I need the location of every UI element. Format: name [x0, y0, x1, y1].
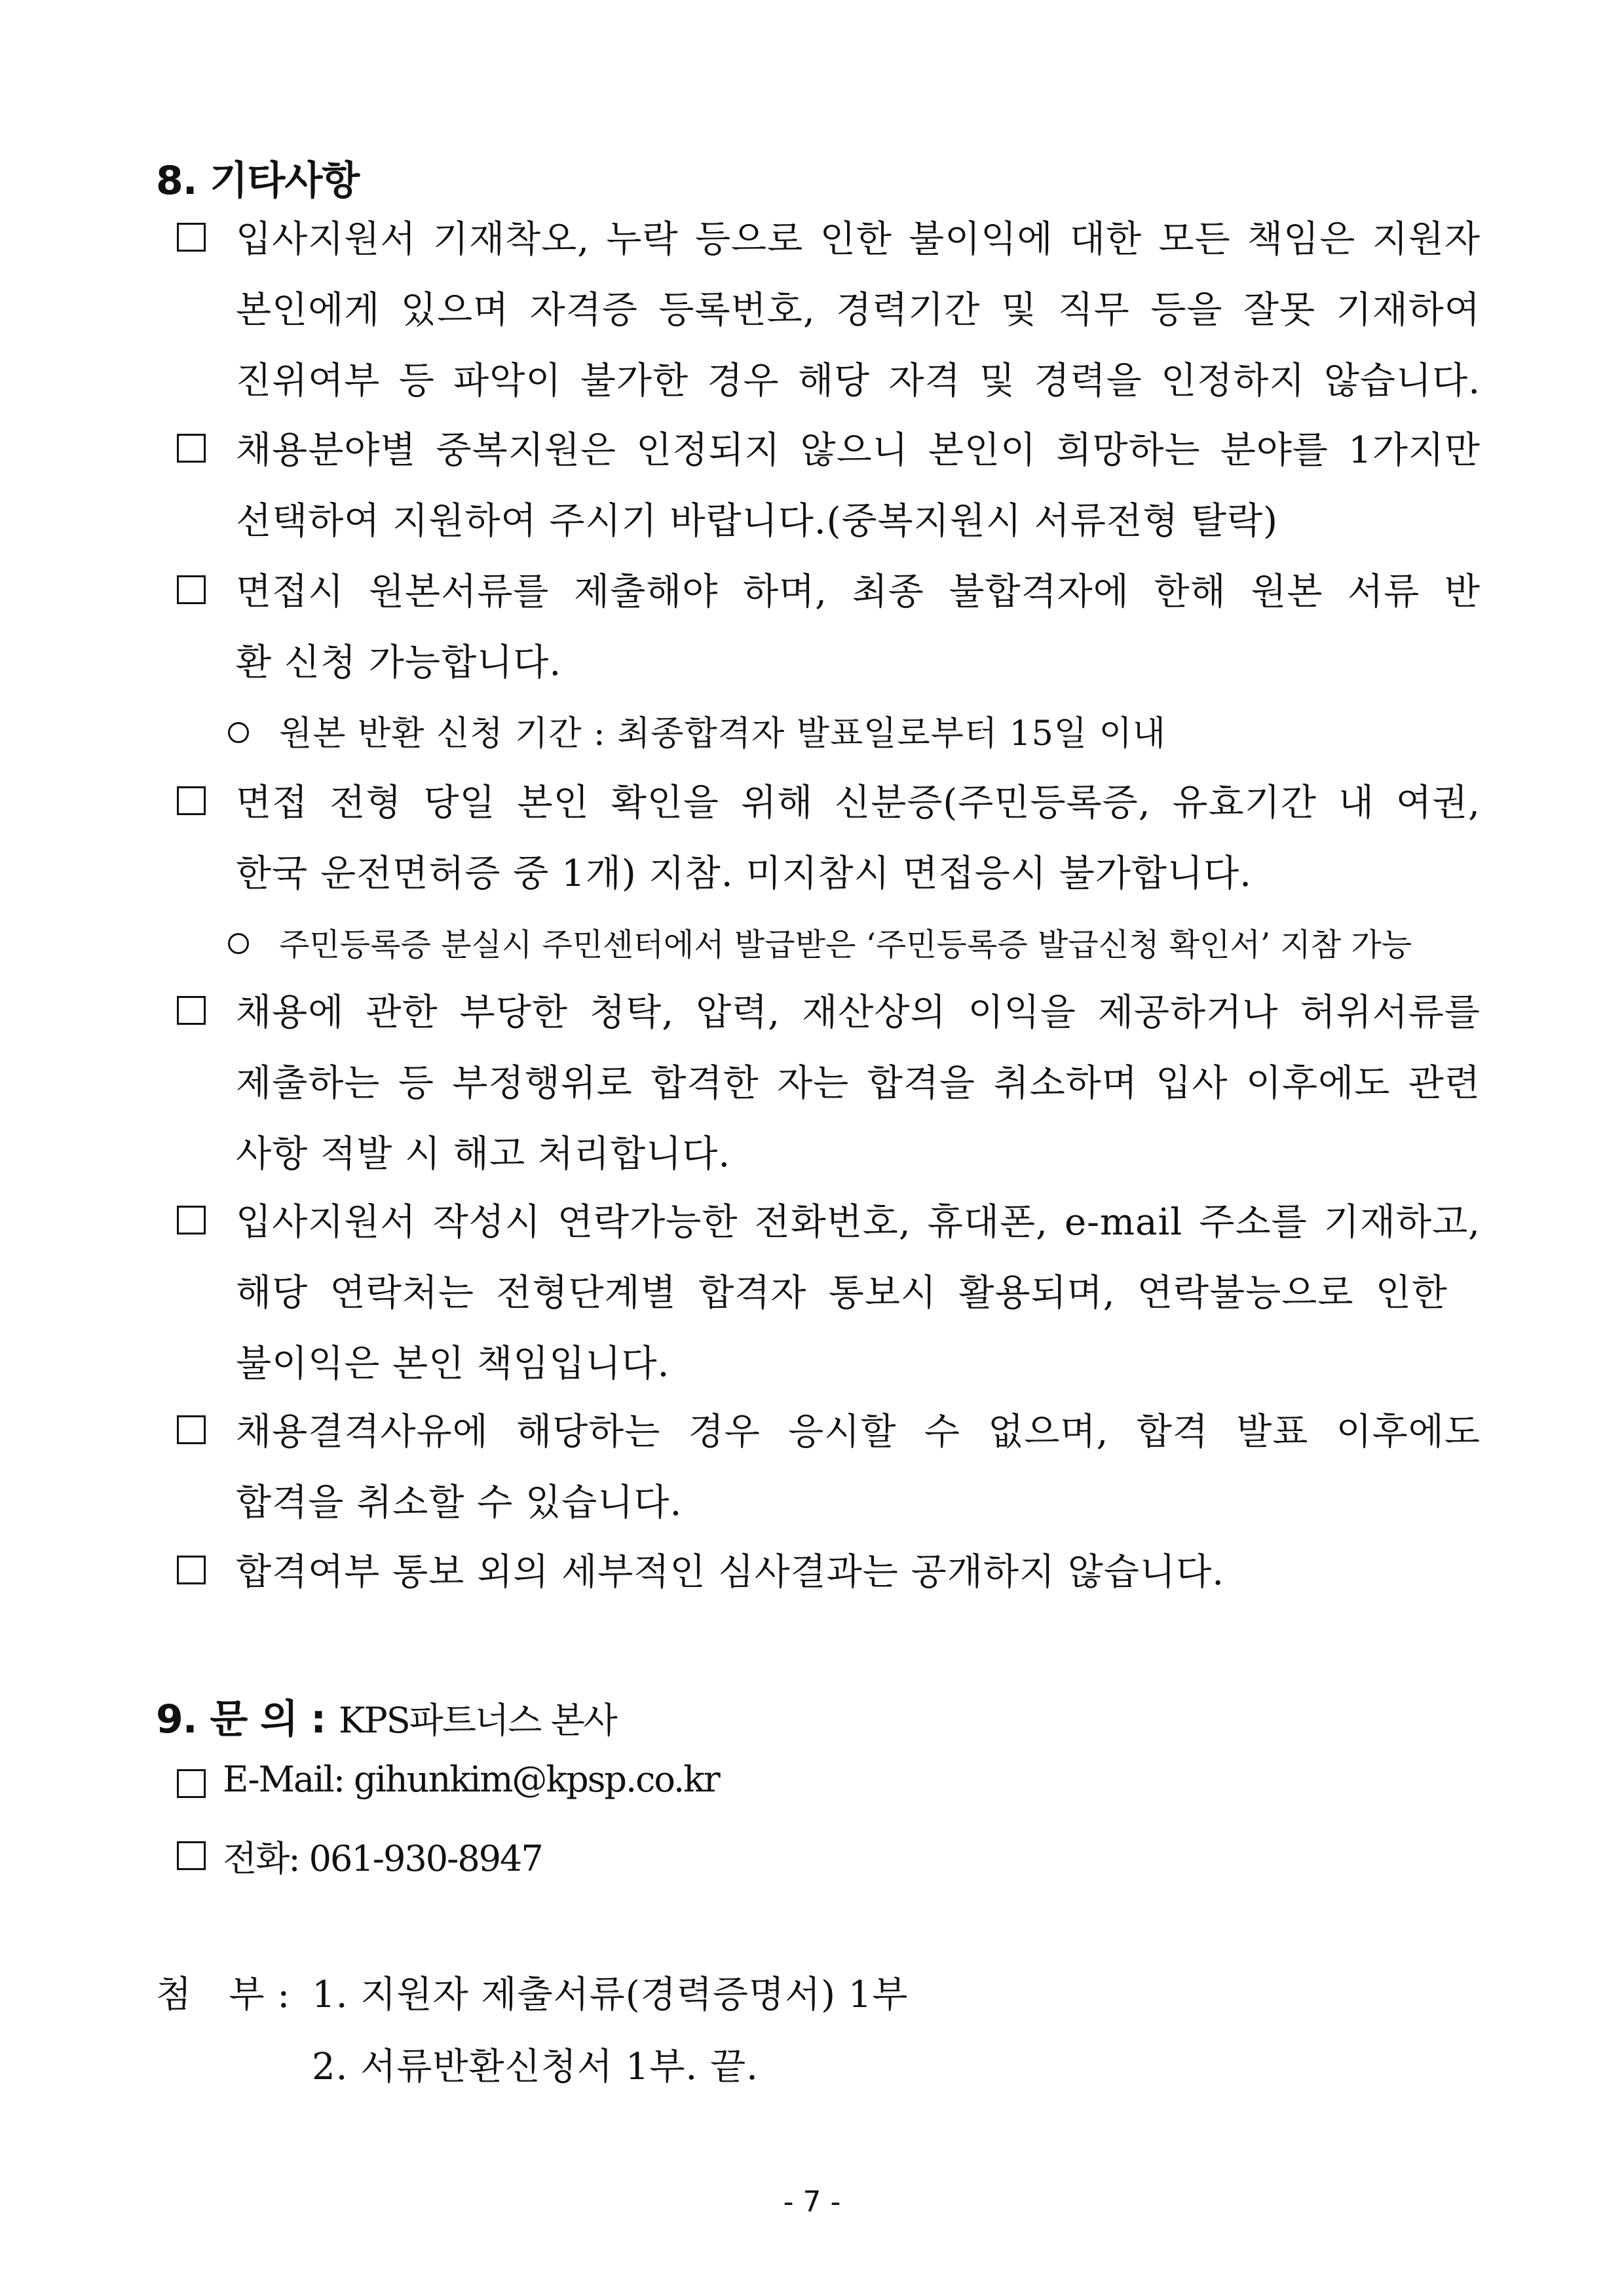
attachment-item-1: 1. 지원자 제출서류(경력증명서) 1부	[312, 1974, 909, 2016]
circle-bullet-icon	[228, 722, 249, 743]
item-line: 입사지원서 기재착오, 누락 등으로 인한 불이익에 대한 모든 책임은 지원자	[236, 218, 1481, 261]
item-line: 합격을 취소할 수 있습니다.	[236, 1482, 683, 1524]
section8-item-7	[177, 1397, 1481, 1539]
checkbox-square-icon	[177, 223, 206, 252]
checkbox-square-icon	[177, 575, 206, 604]
checkbox-square-icon	[177, 1206, 206, 1234]
section8-item-6	[177, 1187, 1481, 1400]
contact-email-text: E-Mail: gihunkim@kpsp.co.kr	[223, 1759, 719, 1800]
page-number: - 7 -	[783, 2185, 841, 2219]
item-line: 면접시 원본서류를 제출해야 하며, 최종 불합격자에 한해 원본 서류 반	[236, 571, 1481, 613]
item-line: 입사지원서 작성시 연락가능한 전화번호, 휴대폰, e-mail 주소를 기재하고,	[236, 1201, 1481, 1244]
section8-item-2	[177, 415, 1481, 557]
section8-item-5	[177, 978, 1481, 1190]
section8-title: 8. 기타사항	[156, 158, 360, 204]
item-line: 채용결격사유에 해당하는 경우 응시할 수 없으며, 합격 발표 이후에도	[236, 1411, 1481, 1453]
checkbox-square-icon	[177, 996, 206, 1025]
item-line: 해당 연락처는 전형단계별 합격자 통보시 활용되며, 연락불능으로 인한	[236, 1272, 1448, 1314]
checkbox-square-icon	[177, 1841, 206, 1870]
item-line: 환 신청 가능합니다.	[236, 641, 562, 684]
checkbox-square-icon	[177, 434, 206, 463]
item-line: 선택하여 지원하여 주시기 바랍니다.(중복지원시 서류전형 탈락)	[236, 500, 1278, 543]
sub-item	[228, 909, 1481, 980]
attachment-item-2: 2. 서류반환신청서 1부. 끝.	[312, 2046, 759, 2088]
section8-item-3	[177, 557, 1481, 769]
item-line: 진위여부 등 파악이 불가한 경우 해당 자격 및 경력을 인정하지 않습니다.	[236, 360, 1481, 402]
circle-bullet-icon	[228, 933, 249, 954]
checkbox-square-icon	[177, 1415, 206, 1444]
item-line: 면접 전형 당일 본인 확인을 위해 신분증(주민등록증, 유효기간 내 여권,	[236, 782, 1481, 824]
item-line: 채용분야별 중복지원은 인정되지 않으니 본인이 희망하는 분야를 1가지만	[236, 429, 1481, 472]
section8-item-4	[177, 768, 1481, 980]
checkbox-square-icon	[177, 1769, 206, 1798]
item-line: 사항 적발 시 해고 처리합니다.	[236, 1133, 731, 1176]
item-line: 합격여부 통보 외의 세부적인 심사결과는 공개하지 않습니다.	[236, 1551, 1225, 1594]
checkbox-square-icon	[177, 786, 206, 815]
section9-org: KPS파트너스 본사	[339, 1700, 616, 1741]
contact-email	[177, 1759, 719, 1800]
section8-item-8	[177, 1537, 1481, 1608]
sub-item-text: 원본 반환 신청 기간 : 최종합격자 발표일로부터 15일 이내	[279, 714, 1167, 754]
item-line: 본인에게 있으며 자격증 등록번호, 경력기간 및 직무 등을 잘못 기재하여	[236, 289, 1481, 332]
item-line: 제출하는 등 부정행위로 합격한 자는 합격을 취소하며 입사 이후에도 관련	[236, 1062, 1481, 1105]
contact-phone	[177, 1831, 542, 1881]
contact-phone-text: 전화: 061-930-8947	[223, 1838, 542, 1879]
item-line: 채용에 관한 부당한 청탁, 압력, 재산상의 이익을 제공하거나 허위서류를	[236, 991, 1481, 1034]
item-line: 불이익은 본인 책임입니다.	[236, 1343, 670, 1385]
checkbox-square-icon	[177, 1556, 206, 1584]
attachments-label: 첨 부 :	[156, 1974, 291, 2016]
sub-item	[228, 698, 1481, 769]
item-line: 한국 운전면허증 중 1개) 지참. 미지참시 면접응시 불가합니다.	[236, 852, 1252, 895]
section9-title	[156, 1688, 616, 1744]
sub-item-text: 주민등록증 분실시 주민센터에서 발급받은 ‘주민등록증 발급신청 확인서’ 지참 가능	[279, 927, 1412, 963]
attachment-item-2-row	[312, 2038, 759, 2090]
section9-title-text: 9. 문 의 :	[156, 1696, 326, 1742]
section8-item-1	[177, 204, 1481, 417]
attachments	[156, 1966, 908, 2018]
